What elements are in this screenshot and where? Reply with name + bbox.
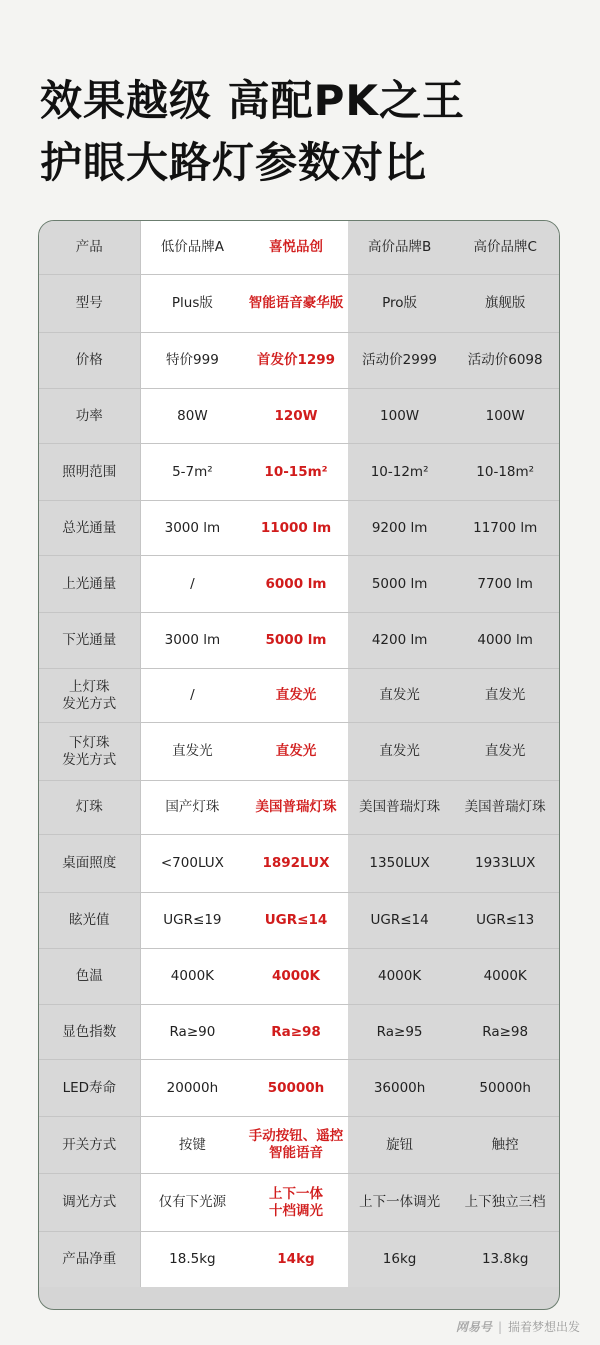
table-header-row <box>39 221 559 274</box>
table-row <box>39 388 559 443</box>
table-cell: 4000K <box>244 949 348 1004</box>
table-cell: 直发光 <box>244 669 348 722</box>
table-cell: 特价999 <box>141 333 245 388</box>
table-cell: 16kg <box>348 1232 452 1287</box>
table-cell: 5000 lm <box>348 556 452 612</box>
table-row <box>39 612 559 668</box>
table-cell: 6000 lm <box>244 556 348 612</box>
row-label: 下灯珠 发光方式 <box>39 723 141 780</box>
table-row <box>39 780 559 834</box>
table-cell: 50000h <box>451 1060 559 1116</box>
table-cell: 36000h <box>348 1060 452 1116</box>
netease-logo: 网易号 <box>455 1320 492 1334</box>
author-name: 揣着梦想出发 <box>507 1320 580 1334</box>
row-label: 桌面照度 <box>39 835 141 892</box>
table-cell: 直发光 <box>244 723 348 780</box>
table-cell: / <box>141 669 245 722</box>
table-cell: 手动按钮、遥控 智能语音 <box>244 1117 348 1173</box>
row-label: 色温 <box>39 949 141 1004</box>
table-row <box>39 1059 559 1116</box>
table-cell: 100W <box>451 389 559 443</box>
table-cell: 1892LUX <box>244 835 348 892</box>
table-cell: 直发光 <box>141 723 245 780</box>
title-line-2: 护眼大路灯参数对比 <box>40 138 428 187</box>
header-brand: 低价品牌A <box>141 221 245 274</box>
table-cell: 4200 lm <box>348 613 452 668</box>
table-row <box>39 332 559 388</box>
divider: | <box>497 1319 502 1334</box>
table-row <box>39 892 559 948</box>
comparison-table <box>38 220 560 1310</box>
table-cell: <700LUX <box>141 835 245 892</box>
title-line-1: 效果越级 高配PK之王 <box>40 76 465 125</box>
row-label: 照明范围 <box>39 444 141 500</box>
table-cell: 美国普瑞灯珠 <box>244 781 348 834</box>
table-cell: 18.5kg <box>141 1232 245 1287</box>
table-cell: 11700 lm <box>451 501 559 555</box>
table-cell: 7700 lm <box>451 556 559 612</box>
table-cell: Pro版 <box>348 275 452 332</box>
table-row <box>39 443 559 500</box>
table-row <box>39 500 559 555</box>
table-cell: 活动价2999 <box>348 333 452 388</box>
table-cell: 直发光 <box>348 723 452 780</box>
table-cell: 按键 <box>141 1117 245 1173</box>
row-label: 产品净重 <box>39 1232 141 1287</box>
table-cell: 直发光 <box>451 669 559 722</box>
table-cell: 50000h <box>244 1060 348 1116</box>
table-row <box>39 1116 559 1173</box>
table-cell: 3000 lm <box>141 613 245 668</box>
table-row <box>39 834 559 892</box>
table-cell: 80W <box>141 389 245 443</box>
table-cell: Ra≥95 <box>348 1005 452 1059</box>
table-cell: 10-15m² <box>244 444 348 500</box>
table-cell: 首发价1299 <box>244 333 348 388</box>
table-cell: 120W <box>244 389 348 443</box>
table-row <box>39 948 559 1004</box>
row-label: LED寿命 <box>39 1060 141 1116</box>
table-cell: UGR≤14 <box>244 893 348 948</box>
table-cell: 1350LUX <box>348 835 452 892</box>
table-cell: 100W <box>348 389 452 443</box>
table-cell: Ra≥98 <box>451 1005 559 1059</box>
header-brand: 高价品牌C <box>451 221 559 274</box>
table-cell: 仅有下光源 <box>141 1174 245 1231</box>
row-label: 上灯珠 发光方式 <box>39 669 141 722</box>
table-cell: 4000 lm <box>451 613 559 668</box>
row-label: 显色指数 <box>39 1005 141 1059</box>
row-label: 调光方式 <box>39 1174 141 1231</box>
table-cell: 国产灯珠 <box>141 781 245 834</box>
table-row <box>39 555 559 612</box>
table-cell: 1933LUX <box>451 835 559 892</box>
table-cell: 4000K <box>348 949 452 1004</box>
table-row <box>39 722 559 780</box>
table-cell: 11000 lm <box>244 501 348 555</box>
table-cell: UGR≤13 <box>451 893 559 948</box>
table-row <box>39 1231 559 1287</box>
watermark <box>456 1318 580 1335</box>
table-cell: 美国普瑞灯珠 <box>348 781 452 834</box>
table-cell: 美国普瑞灯珠 <box>451 781 559 834</box>
table-cell: 上下独立三档 <box>451 1174 559 1231</box>
table-cell: 20000h <box>141 1060 245 1116</box>
row-label: 眩光值 <box>39 893 141 948</box>
table-cell: 4000K <box>141 949 245 1004</box>
table-cell: 14kg <box>244 1232 348 1287</box>
header-brand: 喜悦品创 <box>244 221 348 274</box>
table-cell: UGR≤14 <box>348 893 452 948</box>
table-cell: 活动价6098 <box>451 333 559 388</box>
table-cell: 触控 <box>451 1117 559 1173</box>
table-cell: 智能语音豪华版 <box>244 275 348 332</box>
table-cell: 上下一体 十档调光 <box>244 1174 348 1231</box>
table-cell: 13.8kg <box>451 1232 559 1287</box>
table-cell: 10-12m² <box>348 444 452 500</box>
table-cell: UGR≤19 <box>141 893 245 948</box>
table-cell: 上下一体调光 <box>348 1174 452 1231</box>
table-cell: 3000 lm <box>141 501 245 555</box>
table-cell: Plus版 <box>141 275 245 332</box>
page-title <box>40 70 465 194</box>
row-label: 开关方式 <box>39 1117 141 1173</box>
header-product: 产品 <box>39 221 141 274</box>
table-row <box>39 668 559 722</box>
table-cell: Ra≥98 <box>244 1005 348 1059</box>
table-row <box>39 274 559 332</box>
row-label: 型号 <box>39 275 141 332</box>
row-label: 灯珠 <box>39 781 141 834</box>
table-cell: 10-18m² <box>451 444 559 500</box>
row-label: 价格 <box>39 333 141 388</box>
table-cell: 9200 lm <box>348 501 452 555</box>
table-cell: 直发光 <box>348 669 452 722</box>
table-cell: 5000 lm <box>244 613 348 668</box>
table-cell: 直发光 <box>451 723 559 780</box>
table-cell: 4000K <box>451 949 559 1004</box>
table-row <box>39 1173 559 1231</box>
table-cell: Ra≥90 <box>141 1005 245 1059</box>
table-row <box>39 1004 559 1059</box>
table-cell: / <box>141 556 245 612</box>
header-brand: 高价品牌B <box>348 221 452 274</box>
table-cell: 5-7m² <box>141 444 245 500</box>
row-label: 功率 <box>39 389 141 443</box>
table-cell: 旗舰版 <box>451 275 559 332</box>
table-cell: 旋钮 <box>348 1117 452 1173</box>
row-label: 总光通量 <box>39 501 141 555</box>
row-label: 下光通量 <box>39 613 141 668</box>
row-label: 上光通量 <box>39 556 141 612</box>
